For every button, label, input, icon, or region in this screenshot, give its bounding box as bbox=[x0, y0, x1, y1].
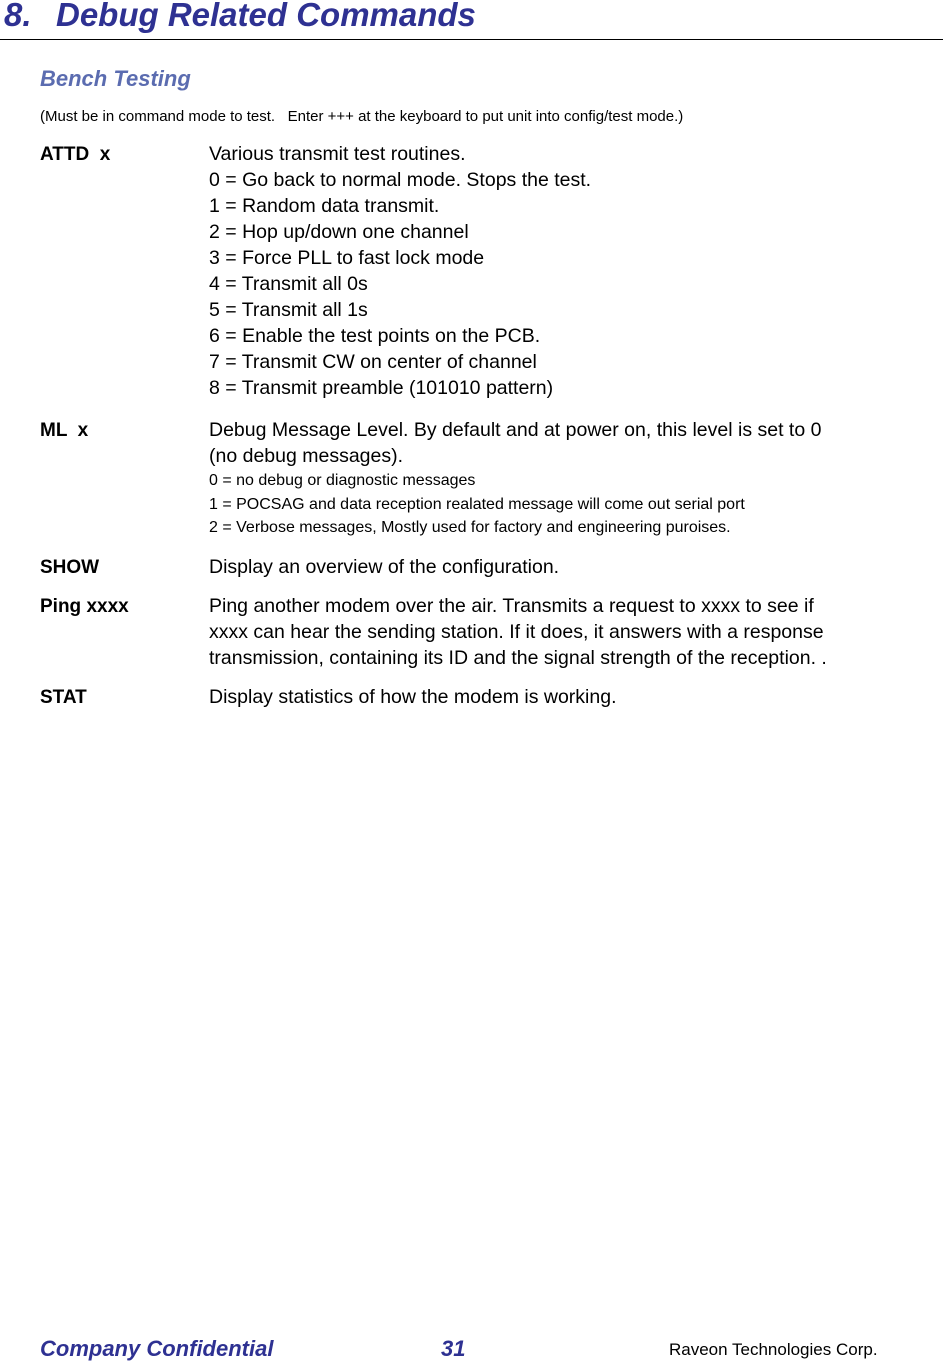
page-number: 31 bbox=[441, 1336, 466, 1361]
section-title: Debug Related Commands bbox=[56, 0, 476, 33]
command-name: STAT bbox=[40, 687, 87, 708]
command-name: ATTD x bbox=[40, 144, 111, 165]
command-name: ML x bbox=[40, 420, 89, 441]
command-description bbox=[209, 593, 939, 671]
command-summary: Display an overview of the configuration. bbox=[209, 556, 560, 578]
page-footer bbox=[0, 1336, 943, 1366]
option-item: 8 = Transmit preamble (101010 pattern) bbox=[209, 377, 554, 399]
option-item: 3 = Force PLL to fast lock mode bbox=[209, 247, 485, 269]
command-mode-note: (Must be in command mode to test. Enter +++ at the keyboard to put unit into config/test mode.) bbox=[40, 108, 684, 125]
option-item: 6 = Enable the test points on the PCB. bbox=[209, 325, 541, 347]
section-heading: Bench Testing bbox=[40, 66, 191, 91]
option-item: 1 = Random data transmit. bbox=[209, 195, 440, 217]
confidential-label: Company Confidential bbox=[40, 1336, 274, 1361]
command-summary: Various transmit test routines. bbox=[209, 143, 466, 165]
company-name: Raveon Technologies Corp. bbox=[669, 1340, 878, 1359]
section-number: 8. bbox=[4, 0, 32, 33]
command-summary-continued: transmission, containing its ID and the signal strength of the reception. . bbox=[209, 647, 827, 669]
command-name: SHOW bbox=[40, 557, 100, 578]
command-name: Ping xxxx bbox=[40, 596, 129, 617]
option-item: 2 = Hop up/down one channel bbox=[209, 221, 469, 243]
option-item: 5 = Transmit all 1s bbox=[209, 299, 368, 321]
command-summary: Debug Message Level. By default and at power on, this level is set to 0 bbox=[209, 419, 822, 441]
command-summary: Ping another modem over the air. Transmits a request to xxxx to see if bbox=[209, 595, 814, 617]
title-divider bbox=[0, 39, 943, 40]
command-description bbox=[209, 417, 939, 540]
command-description bbox=[209, 684, 939, 710]
command-description bbox=[209, 141, 939, 401]
option-item: 1 = POCSAG and data reception realated message will come out serial port bbox=[209, 495, 745, 513]
option-item: 4 = Transmit all 0s bbox=[209, 273, 368, 295]
command-summary-continued: (no debug messages). bbox=[209, 445, 404, 467]
option-item: 7 = Transmit CW on center of channel bbox=[209, 351, 537, 373]
option-item: 0 = Go back to normal mode. Stops the test. bbox=[209, 169, 592, 191]
page-title bbox=[4, 0, 476, 34]
command-summary-continued: xxxx can hear the sending station. If it does, it answers with a response bbox=[209, 621, 824, 643]
option-item: 2 = Verbose messages, Mostly used for factory and engineering puroises. bbox=[209, 519, 731, 536]
command-summary: Display statistics of how the modem is working. bbox=[209, 686, 617, 708]
option-item: 0 = no debug or diagnostic messages bbox=[209, 472, 476, 489]
command-description bbox=[209, 554, 939, 580]
